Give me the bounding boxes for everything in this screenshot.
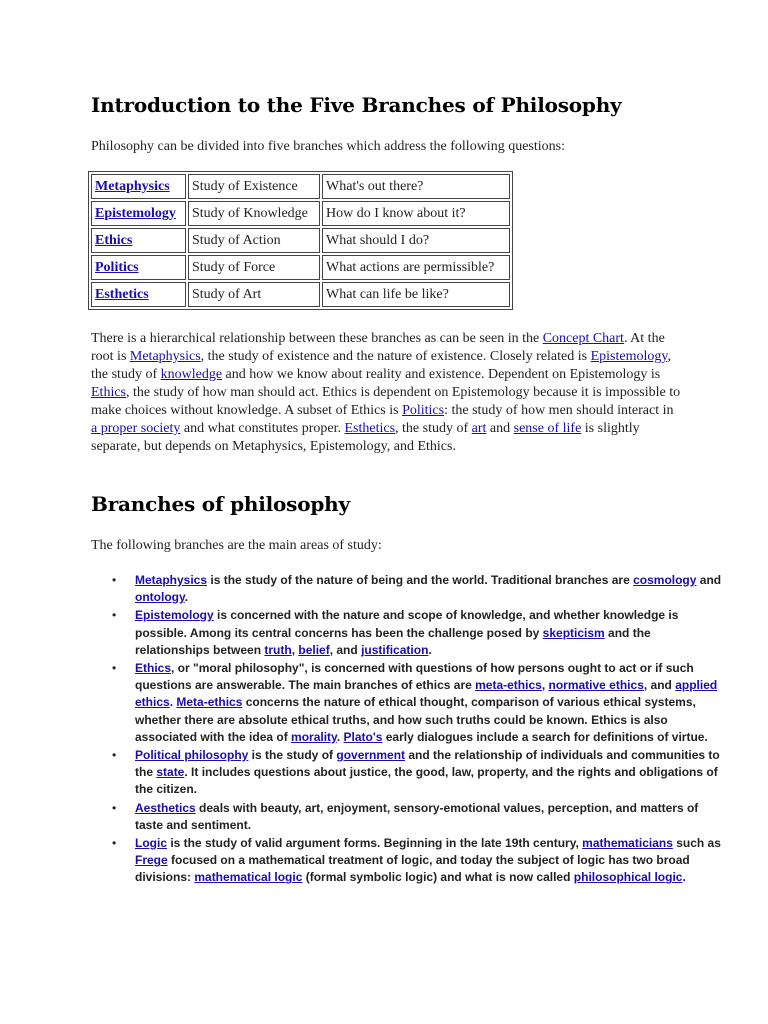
branch-link[interactable]: Epistemology [95,205,176,221]
link-proper-society[interactable]: a proper society [91,421,181,436]
link-ethics-2[interactable]: Ethics [135,661,172,676]
link-art[interactable]: art [471,421,487,436]
table-row [91,174,510,199]
link-cosmology[interactable]: cosmology [633,573,697,587]
table-cell: Study of Existence [188,174,320,199]
link-mathematical-logic[interactable]: mathematical logic [194,870,303,885]
link-truth[interactable]: truth [264,642,292,657]
list-item: • Political philosophy is the study of government and the relationship of individuals and communities to the state. It includes questions about justice, the good, law, property, and the rights and obligations of the citizen. [135,747,725,799]
table-row [91,282,510,307]
branch-link[interactable]: Metaphysics [95,178,170,194]
section-heading: Branches of philosophy [91,492,350,516]
link-sense-of-life[interactable]: sense of life [513,421,582,436]
list-item: • Metaphysics is the study of the nature of being and the world. Traditional branches are cosmology and ontology. [135,572,725,606]
branch-link[interactable]: Esthetics [95,286,149,302]
link-mathematicians[interactable]: mathematicians [582,836,673,851]
link-political-philosophy[interactable]: Political philosophy [135,748,249,763]
link-metaphysics-2[interactable]: Metaphysics [135,573,208,587]
link-philosophical-logic[interactable]: philosophical logic [573,870,683,885]
list-item: • Epistemology is concerned with the nature and scope of knowledge, and whether knowledge is possible. Among its central concerns has been the challenge posed by skepticism and the relationships between truth, belief, and justification. [135,607,725,659]
table-cell: How do I know about it? [322,201,510,226]
table-cell: Study of Force [188,255,320,280]
link-state[interactable]: state [156,765,185,780]
link-ethics[interactable]: Ethics [91,385,126,400]
list-item: • Logic is the study of valid argument forms. Beginning in the late 19th century, mathematicians such as Frege focused on a mathematical treatment of logic, and today the subject of logic has two broad divisions: mathematical logic (formal symbolic logic) and what is now called philosophical logic. [135,835,725,887]
table-row [91,201,510,226]
table-cell: What can life be like? [322,282,510,307]
link-normative-ethics[interactable]: normative ethics [548,678,644,693]
link-plato[interactable]: Plato's [343,729,383,744]
table-row [91,255,510,280]
link-concept-chart[interactable]: Concept Chart [542,331,624,346]
link-skepticism[interactable]: skepticism [542,625,605,640]
table-cell: Study of Action [188,228,320,253]
link-logic[interactable]: Logic [135,836,167,851]
hierarchy-paragraph: There is a hierarchical relationship between these branches as can be seen in the Concept Chart. At the root is Metaphysics, the study of existence and the nature of existence. Closely related is Epistemology, the study of knowledge and how we know about reality and existence. Dependent on Epistemology is Ethics, the study of how man should act. Ethics is dependent on Epistemology because it is impossible to make choices without knowledge. A subset of Ethics is Politics: the study of how men should interact in a proper society and what constitutes proper. Esthetics, the study of art and sense of life is slightly separate, but depends on Metaphysics, Epistemology, and Ethics. [91,331,681,454]
intro-text: Philosophy can be divided into five branches which address the following questions: [91,139,565,154]
table-cell: Study of Art [188,282,320,307]
branch-link[interactable]: Politics [95,259,139,275]
list-item: • Ethics, or "moral philosophy", is concerned with questions of how persons ought to act or if such questions are answerable. The main branches of ethics are meta-ethics, normative ethics, and applied ethics. Meta-ethics concerns the nature of ethical thought, comparison of various ethical systems, whether there are absolute ethical truths, and how such truths could be known. Ethics is also associated with the idea of morality. Plato's early dialogues include a search for definitions of virtue. [135,660,725,746]
link-justification[interactable]: justification [361,642,429,657]
link-morality[interactable]: morality [291,729,337,744]
link-epistemology[interactable]: Epistemology [590,349,668,364]
link-applied-ethics[interactable]: applied ethics [135,678,718,710]
link-aesthetics[interactable]: Aesthetics [135,800,196,815]
link-frege[interactable]: Frege [135,853,168,868]
branch-link[interactable]: Ethics [95,232,133,248]
link-ontology[interactable]: ontology [135,590,185,605]
branches-list [91,572,725,888]
link-metaphysics[interactable]: Metaphysics [129,349,201,364]
link-knowledge[interactable]: knowledge [160,367,223,382]
table-cell: What actions are permissible? [322,255,510,280]
table-cell: What's out there? [322,174,510,199]
link-belief[interactable]: belief [298,642,330,657]
page-title: Introduction to the Five Branches of Philosophy [91,93,622,117]
list-item: • Aesthetics deals with beauty, art, enjoyment, sensory-emotional values, perception, and matters of taste and sentiment. [135,800,725,834]
link-epistemology-2[interactable]: Epistemology [135,608,214,623]
link-meta-ethics-2[interactable]: Meta-ethics [176,695,243,710]
link-politics[interactable]: Politics [402,403,445,418]
table-row [91,228,510,253]
link-esthetics[interactable]: Esthetics [344,421,396,436]
link-government[interactable]: government [336,748,406,763]
link-meta-ethics[interactable]: meta-ethics [475,678,542,693]
table-cell: Study of Knowledge [188,201,320,226]
branches-table [88,171,513,310]
section-intro: The following branches are the main areas of study: [91,538,382,553]
table-cell: What should I do? [322,228,510,253]
